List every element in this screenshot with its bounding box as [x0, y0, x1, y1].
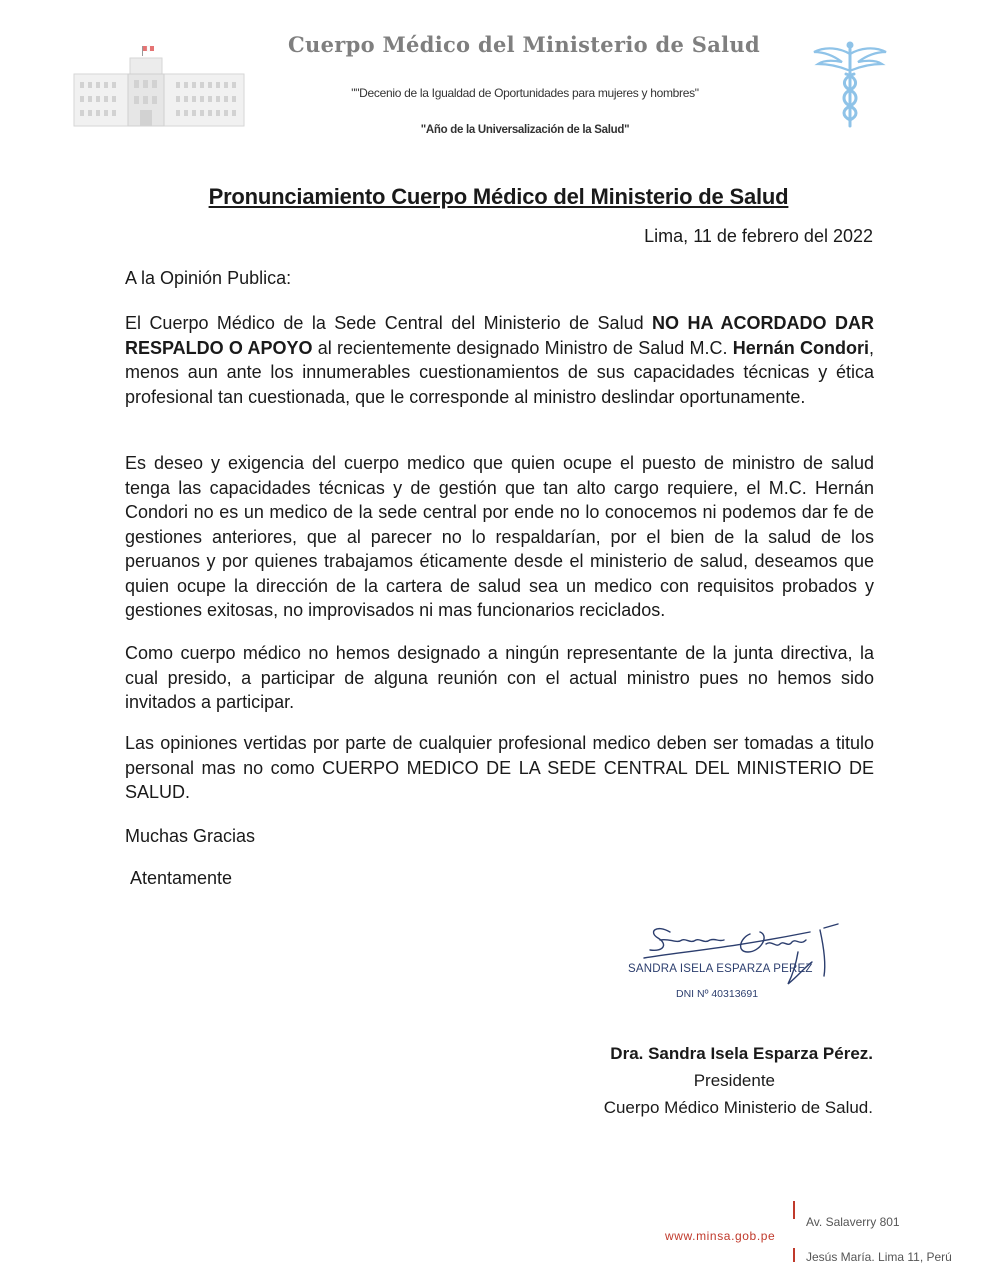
document-date: Lima, 11 de febrero del 2022	[644, 226, 873, 246]
decade-motto: ""Decenio de la Igualdad de Oportunidades para mujeres y hombres"	[351, 86, 699, 100]
paragraph-1-text-a: El Cuerpo Médico de la Sede Central del Ministerio de Salud	[125, 313, 653, 333]
paragraph-1	[125, 311, 874, 409]
paragraph-1-bold-b: Hernán Condori	[732, 337, 869, 358]
signer-role: Presidente	[693, 1071, 775, 1090]
closing-line: Atentamente	[130, 868, 233, 888]
paragraph-4: Las opiniones vertidas por parte de cualquier profesional medico deben ser tomadas a titulo personal mas no como CUERPO MEDICO DE LA SEDE CENTRAL DEL MINISTERIO DE SALUD.	[125, 733, 874, 802]
year-motto: "Año de la Universalización de la Salud"	[420, 124, 630, 136]
footer-divider-bottom	[793, 1248, 795, 1262]
paragraph-1-text-c: , menos aun ante los innumerables cuestionamientos de sus capacidades técnicas y ética profesional tan cuestionada, que le corresponde al ministro deslindar oportunamente.	[125, 337, 874, 407]
footer-divider-top	[793, 1201, 795, 1219]
caduceus-icon	[810, 40, 890, 130]
greeting: A la Opinión Publica:	[125, 268, 292, 288]
organization-title: Cuerpo Médico del Ministerio de Salud	[288, 32, 760, 57]
footer-website: www.minsa.gob.pe	[665, 1229, 776, 1243]
ministry-building-logo	[70, 40, 248, 130]
signer-block	[604, 1040, 873, 1121]
paragraph-1-bold-a: NO HA ACORDADO DAR RESPALDO O APOYO	[125, 313, 874, 358]
signer-name: Dra. Sandra Isela Esparza Pérez.	[610, 1044, 873, 1063]
document-title: Pronunciamiento Cuerpo Médico del Ministerio de Salud	[208, 184, 789, 209]
paragraph-1-text-b: al recientemente designado Ministro de Salud M.C.	[312, 337, 733, 358]
footer-address-line-2: Jesús María. Lima 11, Perú	[806, 1250, 952, 1264]
signer-organization: Cuerpo Médico Ministerio de Salud.	[603, 1098, 873, 1117]
paragraph-2: Es deseo y exigencia del cuerpo medico que quien ocupe el puesto de ministro de salud tenga las capacidades técnicas y de gestión que tan alto cargo requiere, el M.C. Hernán Condori no es un medico de la sede central por ende no lo conocemos ni podemos dar fe de gestiones anteriores, que al parecer no lo respaldarían, por el bien de la salud de los peruanos y por quienes trabajamos éticamente desde el ministerio de salud, deseamos que quien ocupe la dirección de la cartera de salud sea un medico con requisitos probados y gestiones exitosas, no improvisados ni mas funcionarios reciclados.	[125, 453, 874, 620]
paragraph-3: Como cuerpo médico no hemos designado a ningún representante de la junta directiva, la cual presido, a participar de alguna reunión con el actual ministro pues no hemos sido invitados a participar.	[125, 643, 874, 712]
signature-stamp-dni: DNI Nº 40313691	[676, 988, 759, 1000]
footer-address-line-1: Av. Salaverry 801	[806, 1215, 900, 1229]
thanks-line: Muchas Gracias	[125, 826, 256, 846]
signature-stamp-name: SANDRA ISELA ESPARZA PEREZ	[628, 963, 813, 975]
